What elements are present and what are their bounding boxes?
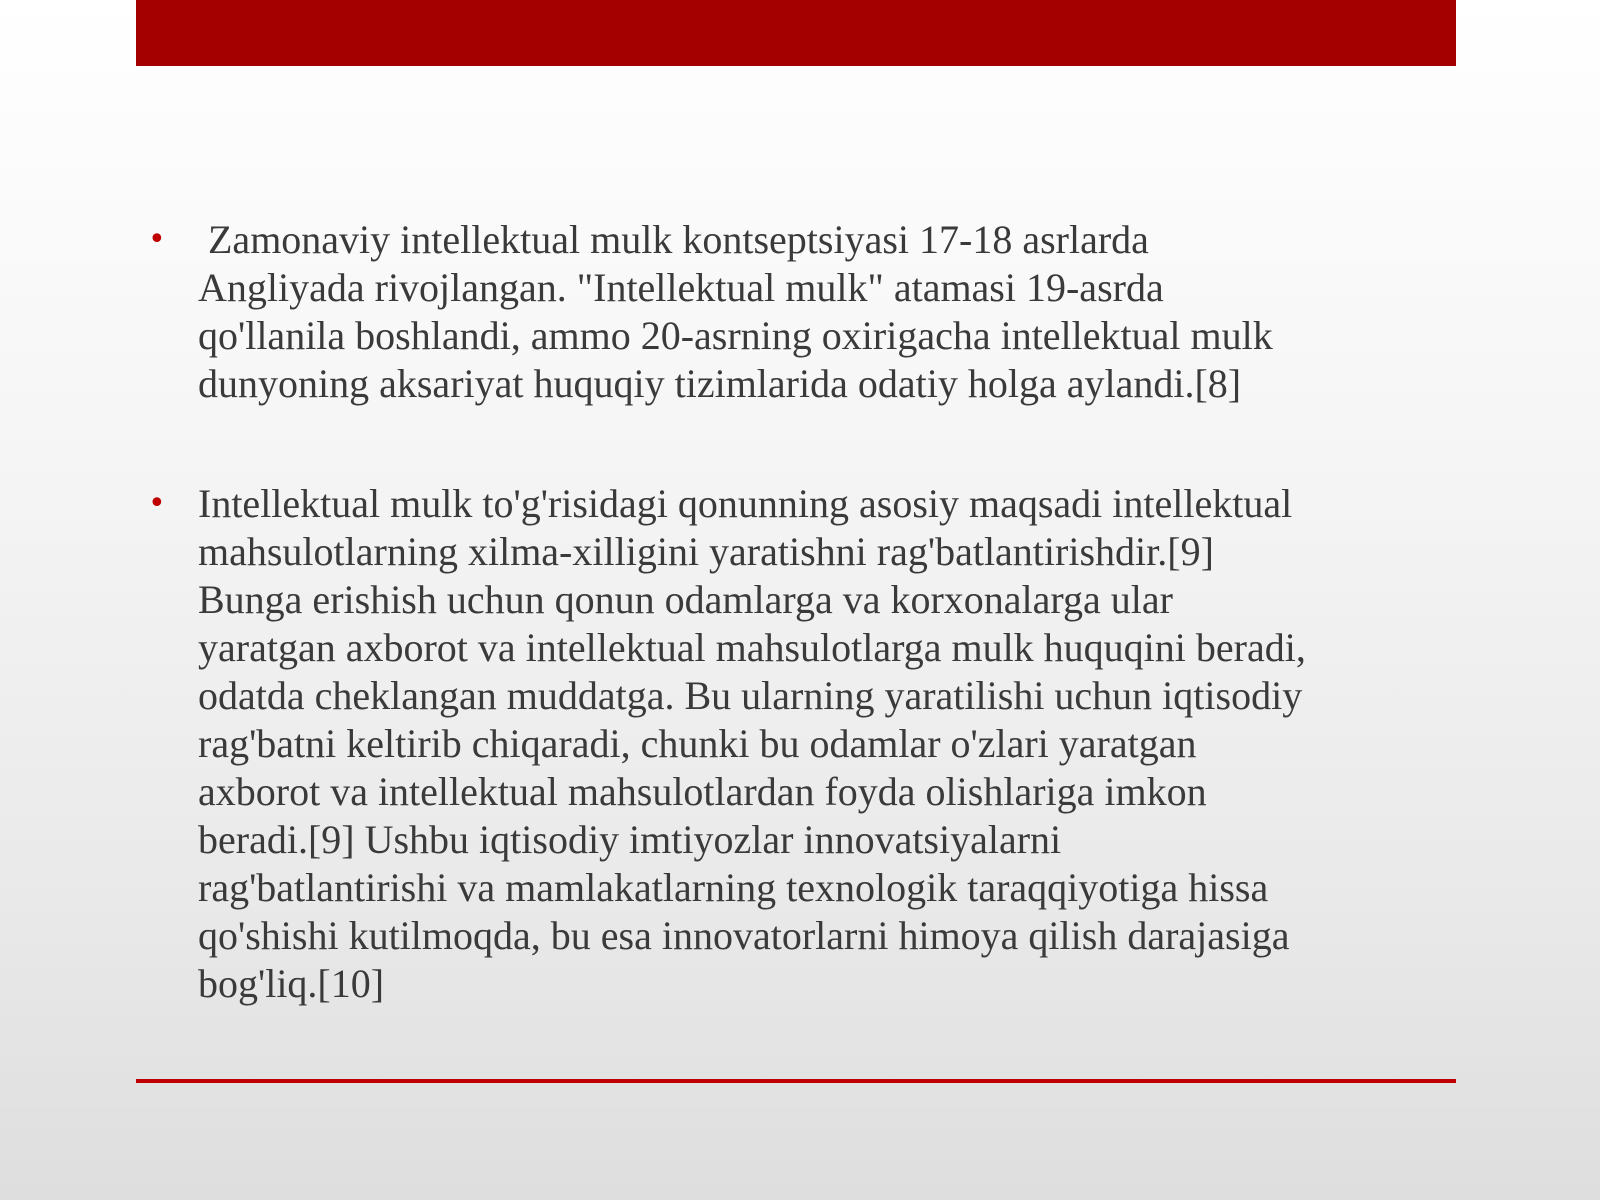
- bullet-text-line: Intellektual mulk to'g'risidagi qonunning asosiy maqsadi intellektual: [198, 481, 1293, 526]
- bullet-text-line: axborot va intellektual mahsulotlardan foyda olishlariga imkon: [198, 769, 1207, 814]
- bullet-dot-icon: •: [148, 486, 166, 521]
- bullet-dot-icon: •: [148, 222, 166, 257]
- bullet-text-line: dunyoning aksariyat huquqiy tizimlarida odatiy holga aylandi.[8]: [198, 361, 1242, 406]
- bullet-text-line: Angliyada rivojlangan. "Intellektual mulk" atamasi 19-asrda: [198, 265, 1164, 310]
- bullet-text-line: bog'liq.[10]: [198, 961, 385, 1006]
- slide-footer-rule: [136, 1079, 1456, 1083]
- bullet-text-line: mahsulotlarning xilma-xilligini yaratishni rag'batlantirishdir.[9]: [198, 529, 1214, 574]
- bullet-text-line: Bunga erishish uchun qonun odamlarga va korxonalarga ular: [198, 577, 1173, 622]
- bullet-text-line: yaratgan axborot va intellektual mahsulotlarga mulk huquqini beradi,: [198, 625, 1306, 670]
- bullet-text-line: rag'batlantirishi va mamlakatlarning texnologik taraqqiyotiga hissa: [198, 865, 1269, 910]
- slide-header-bar: [136, 0, 1456, 66]
- bullet-text-line: qo'shishi kutilmoqda, bu esa innovatorlarni himoya qilish darajasiga: [198, 913, 1290, 958]
- bullet-text-line: odatda cheklangan muddatga. Bu ularning yaratilishi uchun iqtisodiy: [198, 673, 1303, 718]
- bullet-text-line: Zamonaviy intellektual mulk kontseptsiyasi 17-18 asrlarda: [208, 217, 1149, 262]
- bullet-item: [146, 480, 1436, 1008]
- bullet-text-line: beradi.[9] Ushbu iqtisodiy imtiyozlar innovatsiyalarni: [198, 817, 1062, 862]
- bullet-text-line: qo'llanila boshlandi, ammo 20-asrning oxirigacha intellektual mulk: [198, 313, 1273, 358]
- bullet-item: [146, 216, 1436, 408]
- slide-body: [146, 216, 1436, 1008]
- bullet-text-line: rag'batni keltirib chiqaradi, chunki bu odamlar o'zlari yaratgan: [198, 721, 1197, 766]
